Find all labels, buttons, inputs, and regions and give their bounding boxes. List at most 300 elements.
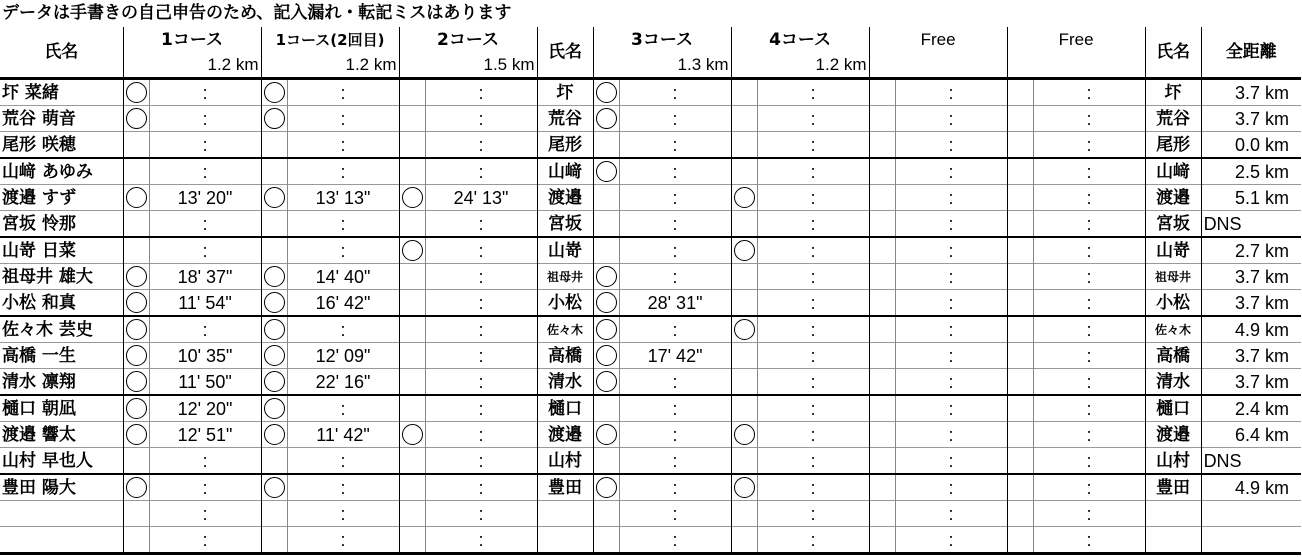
athlete-name: [0, 527, 123, 554]
course-2-time: :: [425, 237, 537, 264]
athlete-name: [0, 501, 123, 527]
check-circle-icon: [402, 187, 423, 208]
table-row: [0, 316, 1301, 343]
athlete-short-name-2: 尾形: [1145, 132, 1201, 159]
free-1-time: :: [895, 474, 1007, 501]
course-2-time: :: [425, 264, 537, 290]
course-1-second-mark: [261, 264, 287, 290]
athlete-short-name-2: 小松: [1145, 290, 1201, 317]
course-3-time: :: [619, 158, 731, 185]
course-3-mark: [593, 316, 619, 343]
free-2-mark: [1007, 290, 1033, 317]
check-circle-icon: [264, 319, 285, 340]
course-1-second-time: :: [287, 132, 399, 159]
free-2-mark: [1007, 316, 1033, 343]
course-4-mark: [731, 185, 757, 211]
total-distance: 3.7 km: [1201, 290, 1301, 317]
free-2-time: :: [1033, 185, 1145, 211]
free-1-time: :: [895, 79, 1007, 106]
course-1-second-time: :: [287, 79, 399, 106]
check-circle-icon: [264, 398, 285, 419]
course-3-time: :: [619, 501, 731, 527]
course-1-time: :: [149, 237, 261, 264]
course-3-time: :: [619, 237, 731, 264]
free-1-time: :: [895, 501, 1007, 527]
course-1-second-time: :: [287, 395, 399, 422]
athlete-short-name: 山﨑: [537, 158, 593, 185]
course-1-second-time: :: [287, 158, 399, 185]
free-2-time: :: [1033, 132, 1145, 159]
course-1-second-mark: [261, 211, 287, 238]
course-3-mark: [593, 185, 619, 211]
table-row: [0, 343, 1301, 369]
free-2-mark: [1007, 264, 1033, 290]
course-1-mark: [123, 422, 149, 448]
check-circle-icon: [734, 424, 755, 445]
free-2-time: :: [1033, 527, 1145, 554]
course-2-time: :: [425, 527, 537, 554]
check-circle-icon: [264, 82, 285, 103]
table-row: [0, 369, 1301, 396]
free-1-mark: [869, 106, 895, 132]
athlete-name: 宮坂 怜那: [0, 211, 123, 238]
course-3-mark: [593, 395, 619, 422]
free-2-mark: [1007, 448, 1033, 475]
course-1-second-time: :: [287, 211, 399, 238]
header-course-1: 1コース: [123, 27, 261, 52]
table-row: [0, 474, 1301, 501]
header-name: 氏名: [44, 42, 79, 62]
course-1-mark: [123, 211, 149, 238]
free-1-mark: [869, 132, 895, 159]
course-4-mark: [731, 106, 757, 132]
free-1-time: :: [895, 211, 1007, 238]
total-distance: 2.7 km: [1201, 237, 1301, 264]
table-row: [0, 448, 1301, 475]
free-1-time: :: [895, 106, 1007, 132]
course-4-time: :: [757, 158, 869, 185]
free-1-mark: [869, 211, 895, 238]
data-note: データは手書きの自己申告のため、記入漏れ・転記ミスはあります: [2, 3, 512, 23]
course-2-time: :: [425, 501, 537, 527]
course-1-second-mark: [261, 106, 287, 132]
free-2-time: :: [1033, 79, 1145, 106]
course-3-mark: [593, 448, 619, 475]
total-distance: 6.4 km: [1201, 422, 1301, 448]
course-1-second-time: 16' 42": [287, 290, 399, 317]
course-4-time: :: [757, 237, 869, 264]
check-circle-icon: [126, 266, 147, 287]
check-circle-icon: [126, 292, 147, 313]
free-2-mark: [1007, 369, 1033, 396]
athlete-short-name: [537, 501, 593, 527]
course-1-second-mark: [261, 369, 287, 396]
course-1-second-time: 22' 16": [287, 369, 399, 396]
course-4-mark: [731, 79, 757, 106]
course-4-time: :: [757, 395, 869, 422]
course-3-mark: [593, 106, 619, 132]
course-3-time: :: [619, 264, 731, 290]
course-1-time: :: [149, 106, 261, 132]
course-2-time: :: [425, 395, 537, 422]
course-3-time: 17' 42": [619, 343, 731, 369]
athlete-short-name-2: 豊田: [1145, 474, 1201, 501]
header-course-1-second-distance: 1.2 km: [261, 52, 399, 79]
athlete-name: 圷 菜緒: [0, 79, 123, 106]
free-2-mark: [1007, 343, 1033, 369]
total-distance: [1201, 501, 1301, 527]
course-1-time: :: [149, 527, 261, 554]
free-2-time: :: [1033, 474, 1145, 501]
athlete-short-name-2: 渡邉: [1145, 185, 1201, 211]
header-free-2-distance: [1007, 52, 1145, 79]
table-row: [0, 501, 1301, 527]
course-4-time: :: [757, 132, 869, 159]
course-1-time: 11' 50": [149, 369, 261, 396]
course-2-time: :: [425, 132, 537, 159]
total-distance: 5.1 km: [1201, 185, 1301, 211]
total-distance: DNS: [1201, 448, 1301, 475]
course-1-time: 12' 51": [149, 422, 261, 448]
course-1-second-mark: [261, 158, 287, 185]
course-1-mark: [123, 106, 149, 132]
athlete-short-name: 渡邉: [537, 422, 593, 448]
athlete-short-name: 宮坂: [537, 211, 593, 238]
course-3-time: :: [619, 395, 731, 422]
course-1-time: :: [149, 79, 261, 106]
check-circle-icon: [126, 187, 147, 208]
header-free-1-distance: [869, 52, 1007, 79]
course-1-second-mark: [261, 237, 287, 264]
course-4-mark: [731, 316, 757, 343]
course-3-mark: [593, 211, 619, 238]
course-4-time: :: [757, 264, 869, 290]
course-3-mark: [593, 527, 619, 554]
free-2-time: :: [1033, 369, 1145, 396]
course-1-mark: [123, 185, 149, 211]
athlete-short-name-2: 渡邉: [1145, 422, 1201, 448]
free-2-time: :: [1033, 501, 1145, 527]
course-2-time: :: [425, 106, 537, 132]
total-distance: 3.7 km: [1201, 264, 1301, 290]
table-row: [0, 290, 1301, 317]
course-2-time: :: [425, 211, 537, 238]
course-4-mark: [731, 422, 757, 448]
athlete-short-name-2: 佐々木: [1145, 316, 1201, 343]
course-4-time: :: [757, 474, 869, 501]
course-4-mark: [731, 448, 757, 475]
free-1-mark: [869, 448, 895, 475]
free-2-time: :: [1033, 158, 1145, 185]
free-2-mark: [1007, 211, 1033, 238]
check-circle-icon: [596, 82, 617, 103]
course-3-time: :: [619, 474, 731, 501]
check-circle-icon: [126, 345, 147, 366]
check-circle-icon: [596, 319, 617, 340]
athlete-name: 山嵜 日菜: [0, 237, 123, 264]
free-1-time: :: [895, 185, 1007, 211]
course-3-time: :: [619, 422, 731, 448]
course-1-mark: [123, 316, 149, 343]
course-1-mark: [123, 369, 149, 396]
check-circle-icon: [264, 266, 285, 287]
check-circle-icon: [596, 292, 617, 313]
course-4-time: :: [757, 79, 869, 106]
course-4-mark: [731, 237, 757, 264]
course-1-time: :: [149, 474, 261, 501]
check-circle-icon: [734, 240, 755, 261]
course-1-time: :: [149, 158, 261, 185]
athlete-short-name: 尾形: [537, 132, 593, 159]
course-2-time: :: [425, 448, 537, 475]
course-1-second-time: 11' 42": [287, 422, 399, 448]
athlete-short-name: 山村: [537, 448, 593, 475]
course-1-mark: [123, 343, 149, 369]
athlete-short-name: [537, 527, 593, 554]
check-circle-icon: [264, 477, 285, 498]
course-3-mark: [593, 343, 619, 369]
athlete-short-name-2: 山﨑: [1145, 158, 1201, 185]
free-2-time: :: [1033, 422, 1145, 448]
course-3-mark: [593, 474, 619, 501]
course-1-second-time: :: [287, 316, 399, 343]
free-2-time: :: [1033, 316, 1145, 343]
course-4-time: :: [757, 185, 869, 211]
table-row: [0, 185, 1301, 211]
course-4-mark: [731, 474, 757, 501]
free-2-time: :: [1033, 448, 1145, 475]
check-circle-icon: [264, 108, 285, 129]
athlete-short-name: 豊田: [537, 474, 593, 501]
course-2-time: :: [425, 343, 537, 369]
course-1-second-time: :: [287, 237, 399, 264]
course-4-mark: [731, 369, 757, 396]
table-row: [0, 79, 1301, 106]
course-3-mark: [593, 290, 619, 317]
athlete-short-name-2: 樋口: [1145, 395, 1201, 422]
course-2-mark: [399, 158, 425, 185]
athlete-name: 荒谷 萌音: [0, 106, 123, 132]
table-row: [0, 106, 1301, 132]
athlete-name: 高橋 一生: [0, 343, 123, 369]
athlete-short-name-2: 清水: [1145, 369, 1201, 396]
free-1-mark: [869, 343, 895, 369]
free-1-time: :: [895, 264, 1007, 290]
check-circle-icon: [126, 398, 147, 419]
course-2-mark: [399, 316, 425, 343]
course-4-time: :: [757, 290, 869, 317]
course-2-time: :: [425, 79, 537, 106]
header-course-3: 3コース: [593, 27, 731, 52]
athlete-short-name: 高橋: [537, 343, 593, 369]
course-2-mark: [399, 474, 425, 501]
header-row-1: [0, 27, 1301, 52]
course-4-time: :: [757, 527, 869, 554]
course-3-time: :: [619, 369, 731, 396]
course-3-mark: [593, 501, 619, 527]
header-course-2: 2コース: [399, 27, 537, 52]
free-2-time: :: [1033, 211, 1145, 238]
course-4-time: :: [757, 501, 869, 527]
athlete-name: 渡邉 すず: [0, 185, 123, 211]
check-circle-icon: [596, 108, 617, 129]
course-2-mark: [399, 185, 425, 211]
check-circle-icon: [126, 108, 147, 129]
course-1-mark: [123, 448, 149, 475]
table-row: [0, 422, 1301, 448]
free-1-mark: [869, 501, 895, 527]
course-1-mark: [123, 79, 149, 106]
course-2-time: :: [425, 369, 537, 396]
athlete-short-name: 清水: [537, 369, 593, 396]
total-distance: 2.4 km: [1201, 395, 1301, 422]
check-circle-icon: [596, 161, 617, 182]
course-4-time: :: [757, 422, 869, 448]
course-3-time: :: [619, 448, 731, 475]
athlete-name: 渡邉 響太: [0, 422, 123, 448]
course-2-mark: [399, 211, 425, 238]
course-4-mark: [731, 290, 757, 317]
course-4-time: :: [757, 343, 869, 369]
course-2-time: :: [425, 158, 537, 185]
free-1-time: :: [895, 343, 1007, 369]
header-name-3: 氏名: [1145, 27, 1201, 79]
course-3-mark: [593, 369, 619, 396]
course-4-mark: [731, 132, 757, 159]
free-2-mark: [1007, 237, 1033, 264]
course-1-second-mark: [261, 527, 287, 554]
check-circle-icon: [402, 240, 423, 261]
free-1-time: :: [895, 316, 1007, 343]
total-distance: 3.7 km: [1201, 79, 1301, 106]
free-1-time: :: [895, 422, 1007, 448]
course-1-time: 11' 54": [149, 290, 261, 317]
athlete-short-name: 山嵜: [537, 237, 593, 264]
course-2-mark: [399, 106, 425, 132]
check-circle-icon: [126, 82, 147, 103]
course-4-time: :: [757, 369, 869, 396]
table-row: [0, 132, 1301, 159]
free-1-time: :: [895, 158, 1007, 185]
course-3-mark: [593, 264, 619, 290]
course-1-second-time: :: [287, 448, 399, 475]
course-3-time: :: [619, 79, 731, 106]
athlete-short-name-2: 山村: [1145, 448, 1201, 475]
header-name-2: 氏名: [537, 27, 593, 79]
check-circle-icon: [596, 266, 617, 287]
course-1-second-time: 12' 09": [287, 343, 399, 369]
free-1-time: :: [895, 237, 1007, 264]
total-distance: 4.9 km: [1201, 474, 1301, 501]
check-circle-icon: [596, 371, 617, 392]
free-1-mark: [869, 474, 895, 501]
course-1-second-mark: [261, 316, 287, 343]
course-results-table: [0, 27, 1301, 555]
header-row-2: [0, 52, 1301, 79]
course-1-mark: [123, 395, 149, 422]
athlete-name: 山村 早也人: [0, 448, 123, 475]
course-1-mark: [123, 132, 149, 159]
course-1-second-time: 14' 40": [287, 264, 399, 290]
athlete-short-name: 渡邉: [537, 185, 593, 211]
course-4-mark: [731, 211, 757, 238]
course-4-mark: [731, 501, 757, 527]
free-1-mark: [869, 316, 895, 343]
athlete-short-name-2: 荒谷: [1145, 106, 1201, 132]
free-2-mark: [1007, 395, 1033, 422]
check-circle-icon: [264, 187, 285, 208]
free-2-time: :: [1033, 237, 1145, 264]
check-circle-icon: [734, 187, 755, 208]
header-free-2: Free: [1007, 27, 1145, 52]
course-1-mark: [123, 290, 149, 317]
athlete-name: 祖母井 雄大: [0, 264, 123, 290]
course-1-time: :: [149, 211, 261, 238]
course-2-time: :: [425, 290, 537, 317]
athlete-short-name: 樋口: [537, 395, 593, 422]
course-3-time: :: [619, 185, 731, 211]
check-circle-icon: [734, 319, 755, 340]
course-1-second-mark: [261, 343, 287, 369]
athlete-short-name-2: [1145, 527, 1201, 554]
header-total-distance: 全距離: [1201, 27, 1301, 79]
athlete-short-name-2: 宮坂: [1145, 211, 1201, 238]
table-row: [0, 237, 1301, 264]
check-circle-icon: [126, 477, 147, 498]
course-1-second-mark: [261, 290, 287, 317]
athlete-name: 樋口 朝凪: [0, 395, 123, 422]
free-2-mark: [1007, 106, 1033, 132]
course-1-time: 12' 20": [149, 395, 261, 422]
free-1-mark: [869, 264, 895, 290]
course-2-mark: [399, 422, 425, 448]
table-row: [0, 158, 1301, 185]
athlete-short-name: 佐々木: [537, 316, 593, 343]
free-1-mark: [869, 527, 895, 554]
header-free-1: Free: [869, 27, 1007, 52]
free-2-mark: [1007, 79, 1033, 106]
check-circle-icon: [734, 477, 755, 498]
free-1-mark: [869, 237, 895, 264]
course-2-mark: [399, 395, 425, 422]
table-row: [0, 264, 1301, 290]
course-2-mark: [399, 290, 425, 317]
total-distance: 3.7 km: [1201, 106, 1301, 132]
free-1-mark: [869, 369, 895, 396]
course-1-mark: [123, 501, 149, 527]
course-4-time: :: [757, 106, 869, 132]
total-distance: 3.7 km: [1201, 369, 1301, 396]
course-4-time: :: [757, 448, 869, 475]
free-1-mark: [869, 158, 895, 185]
free-2-mark: [1007, 474, 1033, 501]
free-1-time: :: [895, 132, 1007, 159]
course-1-second-time: :: [287, 474, 399, 501]
athlete-short-name: 祖母井: [537, 264, 593, 290]
free-1-mark: [869, 422, 895, 448]
free-1-mark: [869, 395, 895, 422]
table-row: [0, 527, 1301, 554]
check-circle-icon: [126, 424, 147, 445]
athlete-name: 清水 凛翔: [0, 369, 123, 396]
check-circle-icon: [264, 371, 285, 392]
free-2-mark: [1007, 158, 1033, 185]
free-2-time: :: [1033, 290, 1145, 317]
header-course-1-distance: 1.2 km: [123, 52, 261, 79]
course-2-mark: [399, 79, 425, 106]
course-3-mark: [593, 422, 619, 448]
course-1-mark: [123, 158, 149, 185]
